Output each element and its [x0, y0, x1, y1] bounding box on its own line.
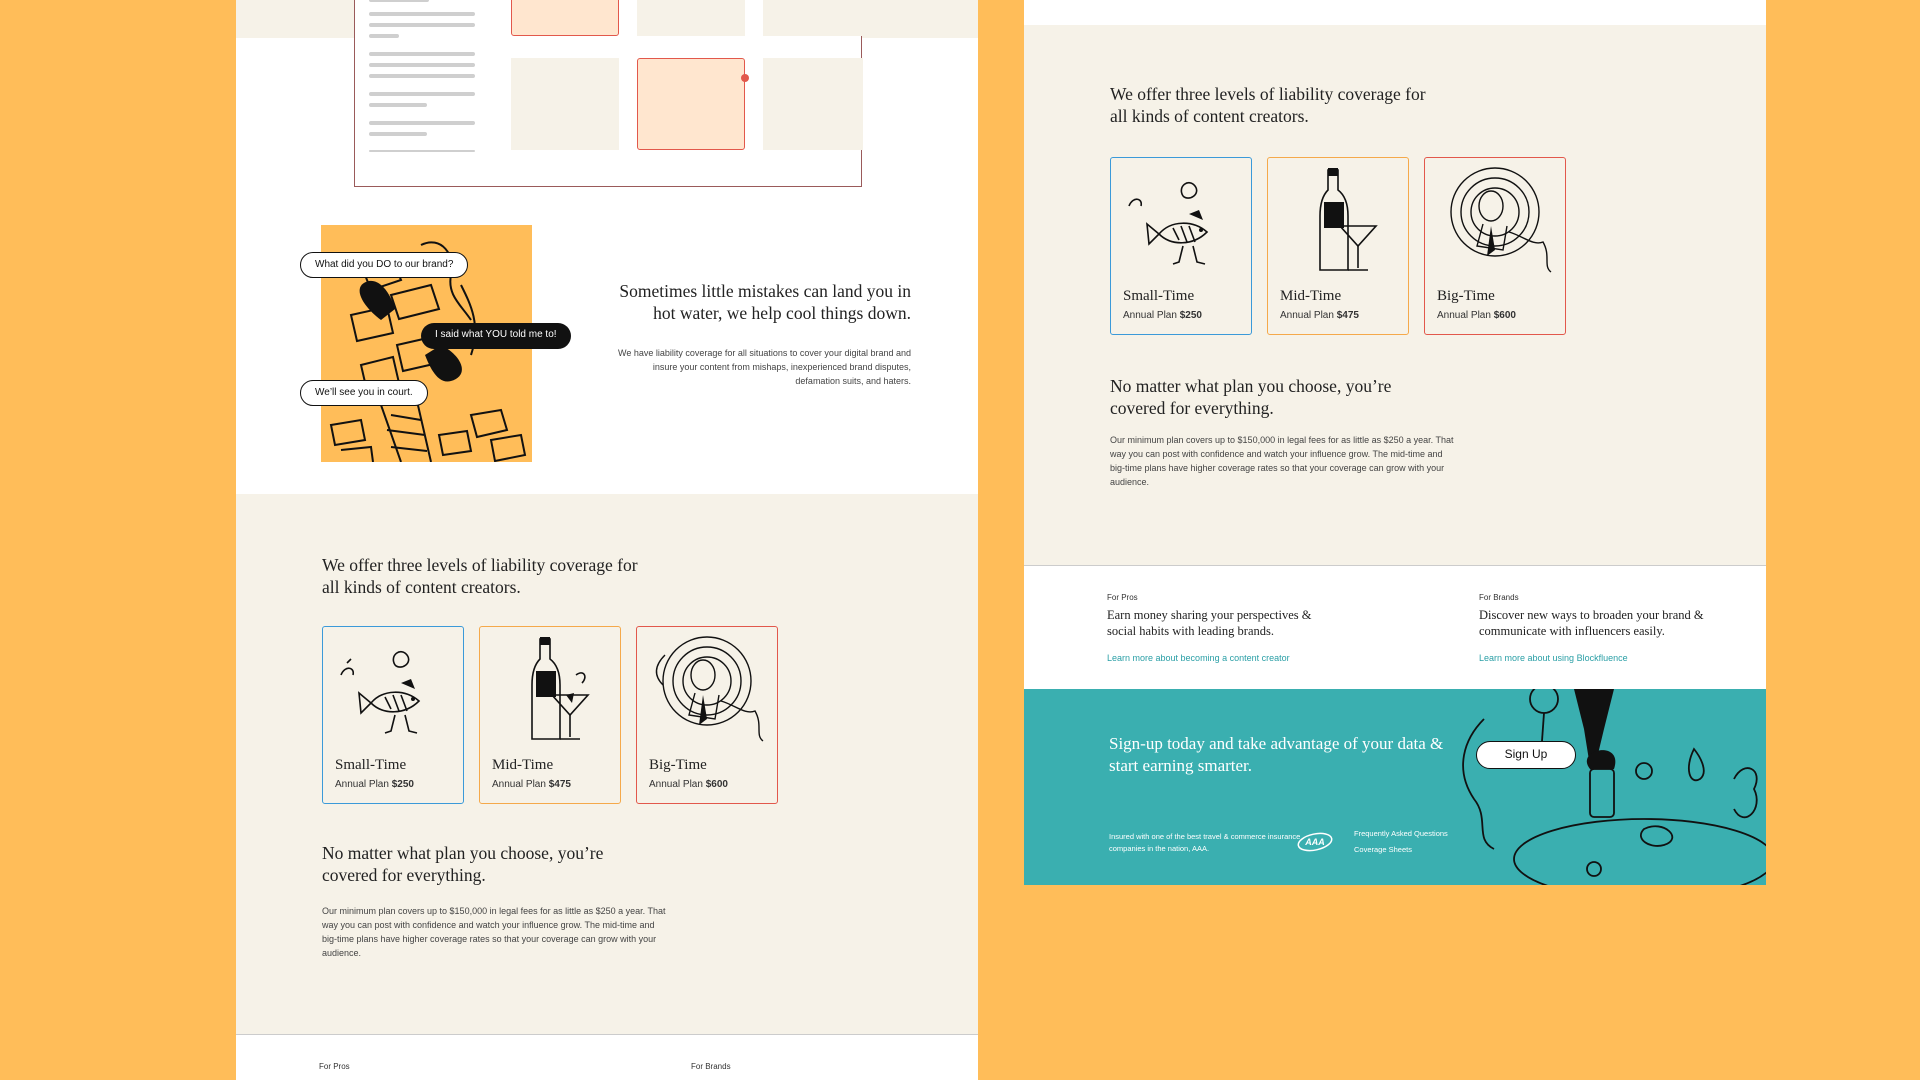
bottle-cocktail-icon [488, 635, 612, 747]
mock-line [369, 74, 475, 78]
mock-tile [763, 58, 863, 150]
for-pros-eyebrow: For Pros [1107, 593, 1138, 602]
plan-name: Big-Time [1437, 288, 1495, 304]
plan-card-mid-time[interactable] [1267, 157, 1409, 335]
svg-text:AAA: AAA [1305, 837, 1325, 847]
plan-price: Annual Plan $250 [335, 779, 414, 790]
plan-price: Annual Plan $475 [492, 779, 571, 790]
coverage-subheadline: No matter what plan you choose, you’re covered for everything. [322, 843, 604, 885]
plan-name: Big-Time [649, 757, 707, 773]
mock-line [369, 92, 475, 96]
signup-button[interactable]: Sign Up [1476, 741, 1576, 769]
plan-price: Annual Plan $250 [1123, 310, 1202, 321]
divider [1024, 565, 1766, 566]
mock-text-lines [369, 0, 475, 159]
mock-line [369, 63, 475, 67]
plan-name: Mid-Time [1280, 288, 1342, 304]
mock-tile [763, 0, 863, 36]
signup-cta: Sign-up today and take advantage of your data & start earning smarter. [1109, 734, 1444, 775]
fish-icon [1119, 166, 1243, 278]
plan-name: Small-Time [335, 757, 407, 773]
plan-card-small-time[interactable] [322, 626, 464, 804]
coverage-sheets-link[interactable]: Coverage Sheets [1354, 845, 1412, 854]
coverage-subheadline: No matter what plan you choose, you’re covered for everything. [1110, 376, 1392, 418]
for-brands-headline: Discover new ways to broaden your brand & communicate with influencers easily. [1479, 608, 1704, 638]
hot-water-body: We have liability coverage for all situations to cover your digital brand and insure your content from mishaps, inexperienced brand disputes, defamation suits, and haters. [618, 348, 911, 386]
bottle-cocktail-icon [1276, 166, 1400, 278]
mock-line [369, 34, 399, 38]
for-brands-eyebrow: For Brands [691, 1062, 731, 1071]
coverage-section [236, 494, 978, 1034]
faq-link[interactable]: Frequently Asked Questions [1354, 829, 1448, 838]
party-illustration [1444, 689, 1766, 885]
blockfluence-link[interactable]: Learn more about using Blockfluence [1479, 653, 1628, 663]
mock-tile [511, 0, 619, 36]
coverage-headline: We offer three levels of liability coverage for all kinds of content creators. [1110, 84, 1426, 126]
mock-line [369, 0, 429, 2]
for-pros-headline: Earn money sharing your perspectives & social habits with leading brands. [1107, 608, 1312, 638]
mock-selection-dot [741, 74, 749, 82]
mock-tile-selected [637, 58, 745, 150]
plan-card-mid-time[interactable] [479, 626, 621, 804]
mock-tile [511, 58, 619, 150]
signup-footer [1024, 689, 1766, 885]
speech-bubble-dark: I said what YOU told me to! [421, 323, 571, 349]
mock-line [369, 52, 475, 56]
plan-card-small-time[interactable] [1110, 157, 1252, 335]
content-creator-link[interactable]: Learn more about becoming a content creator [1107, 653, 1290, 663]
spiral-man-icon [1433, 166, 1557, 278]
right-page-preview [1024, 0, 1766, 885]
mock-tile [637, 0, 745, 36]
plan-price: Annual Plan $600 [649, 779, 728, 790]
plan-card-big-time[interactable] [1424, 157, 1566, 335]
for-pros-eyebrow: For Pros [319, 1062, 350, 1071]
mock-line [369, 103, 427, 107]
coverage-body: Our minimum plan covers up to $150,000 in legal fees for as little as $250 a year. That way you can post with confidence and watch your influence grow. The mid-time and big-time plans have higher coverage rates so that your coverage can grow with your audience. [322, 906, 666, 958]
aaa-logo-icon [1296, 832, 1334, 852]
plan-name: Small-Time [1123, 288, 1195, 304]
for-brands-eyebrow: For Brands [1479, 593, 1519, 602]
plan-price: Annual Plan $600 [1437, 310, 1516, 321]
coverage-section [1024, 25, 1766, 565]
speech-bubble: We’ll see you in court. [300, 380, 428, 406]
coverage-headline: We offer three levels of liability coverage for all kinds of content creators. [322, 555, 638, 597]
left-page-preview [236, 0, 978, 1080]
coverage-body: Our minimum plan covers up to $150,000 in legal fees for as little as $250 a year. That way you can post with confidence and watch your influence grow. The mid-time and big-time plans have higher coverage rates so that your coverage can grow with your audience. [1110, 435, 1454, 487]
mock-browser-frame [354, 0, 862, 187]
insured-note: Insured with one of the best travel & commerce insurance companies in the nation, AAA. [1109, 832, 1301, 853]
plan-card-big-time[interactable] [636, 626, 778, 804]
plan-name: Mid-Time [492, 757, 554, 773]
spiral-man-icon [645, 635, 769, 747]
mock-line [369, 150, 475, 152]
hot-water-headline: Sometimes little mistakes can land you in hot water, we help cool things down. [619, 281, 911, 323]
mock-line [369, 23, 475, 27]
speech-bubble: What did you DO to our brand? [300, 252, 468, 278]
mock-line [369, 132, 427, 136]
mock-line [369, 121, 475, 125]
divider [236, 1034, 978, 1035]
fish-icon [331, 635, 455, 747]
mock-line [369, 12, 475, 16]
plan-price: Annual Plan $475 [1280, 310, 1359, 321]
